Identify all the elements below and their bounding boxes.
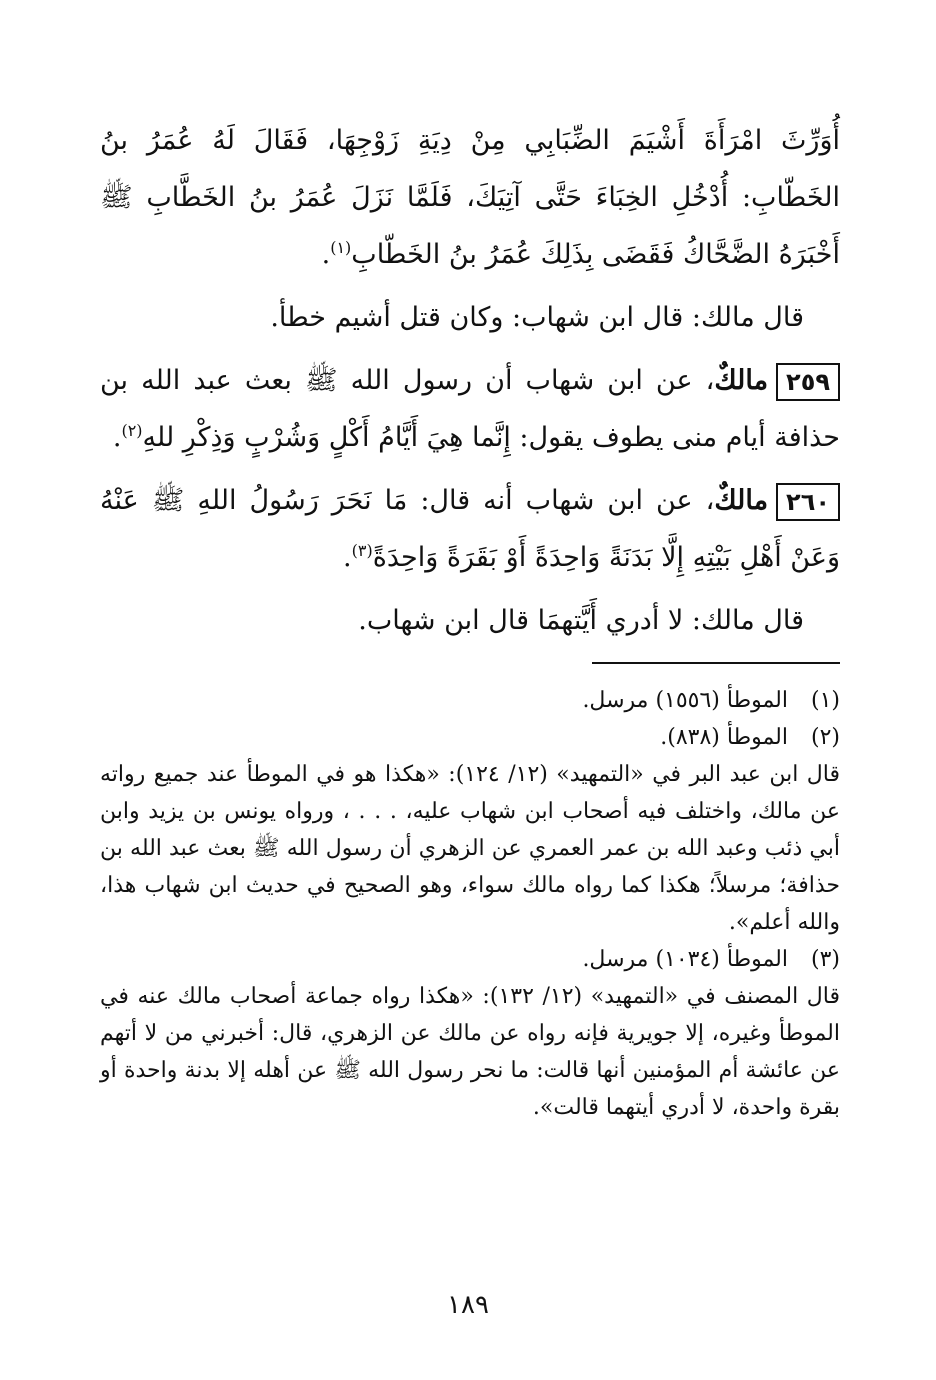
footnote-2-text: الموطأ (٨٣٨). [660, 725, 788, 750]
footnote-3 [100, 941, 840, 978]
main-text [100, 112, 840, 649]
footnote-1-text: الموطأ (١٥٥٦) مرسل. [582, 688, 788, 713]
hadith-number-260: ٢٦٠ [776, 483, 840, 521]
footnote-2 [100, 719, 840, 756]
paragraph-3: قال مالك: لا أدري أَيَّتهمَا قال ابن شهاب. [358, 605, 804, 636]
hadith-260-text: ، عن ابن شهاب أنه قال: مَا نَحَرَ رَسُولُ اللهِ ﷺ عَنْهُ وَعَنْ أَهْلِ بَيْتِهِ إِلَّا بَدَنَةً وَاحِدَةً أَوْ بَقَرَةً وَاحِدَةً [100, 485, 840, 573]
paragraph-1: أُوَرِّثَ امْرَأَةَ أَشْيَمَ الضِّبَابِي مِنْ دِيَةِ زَوْجِهَا، فَقَالَ لَهُ عُمَرُ بنُ الخَطّابِ: أُدْخُلِ الخِبَاءَ حَتَّى آتِيَكَ، فَلَمَّا نَزَلَ عُمَرُ بنُ الخَطَّابِ ﷺ أَخْبَرَهُ الضَّحَّاكُ فَقَضَى بِذَلِكَ عُمَرُ بنُ الخَطّابِ$^{(١)}$. [100, 125, 840, 270]
hadith-259-narrator: مالكٌ [714, 365, 769, 396]
hadith-259-text: ، عن ابن شهاب أن رسول الله ﷺ بعث عبد الله بن حذافة أيام منى يطوف يقول: إِنَّما هِيَ أَيَّامُ أَكْلٍ وَشُرْبٍ وَذِكْرِ للهِ [100, 365, 840, 453]
footnote-2-number: (٢) [810, 725, 840, 750]
hadith-number-259: ٢٥٩ [776, 363, 840, 401]
footnote-1-number: (١) [810, 688, 840, 713]
footnote-3-text: الموطأ (١٠٣٤) مرسل. [582, 947, 788, 972]
footnote-3-number: (٣) [810, 947, 840, 972]
paragraph-1-text: أُوَرِّثَ امْرَأَةَ أَشْيَمَ الضِّبَابِي مِنْ دِيَةِ زَوْجِهَا، فَقَالَ لَهُ عُمَرُ بنُ الخَطّابِ: أُدْخُلِ الخِبَاءَ حَتَّى آتِيَكَ، فَلَمَّا نَزَلَ عُمَرُ بنُ الخَطَّابِ ﷺ أَخْبَرَهُ الضَّحَّاكُ فَقَضَى بِذَلِكَ عُمَرُ بنُ الخَطّابِ [100, 125, 840, 270]
hadith-259: ٢٥٩مالكٌ، عن ابن شهاب أن رسول الله ﷺ بعث عبد الله بن حذافة أيام منى يطوف يقول: إِنَّما هِيَ أَيَّامُ أَكْلٍ وَشُرْبٍ وَذِكْرِ للهِ$^{(٢)}$. [100, 352, 840, 466]
footnote-ref-2[interactable]: (٢) [121, 421, 143, 440]
footnote-ref-1[interactable]: (١) [330, 238, 352, 257]
footnote-3-body: قال المصنف في «التمهيد» (١٢/ ١٣٢): «هكذا رواه جماعة أصحاب مالك عنه في الموطأ وغيره، إلا جويرية فإنه رواه عن مالك عن الزهري، قال: أخبرني من لا أتهم عن عائشة أم المؤمنين أنها قالت: ما نحر رسول الله ﷺ عن أهله إلا بدنة واحدة أو بقرة واحدة، لا أدري أيتهما قالت». [100, 984, 841, 1120]
footnote-1 [100, 682, 840, 719]
footnote-ref-3[interactable]: (٣) [351, 541, 373, 560]
footnote-2-body: قال ابن عبد البر في «التمهيد» (١٢/ ١٢٤): «هكذا هو في الموطأ عند جميع رواته عن مالك، واختلف فيه أصحاب ابن شهاب عليه، . . . ، ورواه يونس بن يزيد وابن أبي ذئب وعبد الله بن عمر العمري عن الزهري أن رسول الله ﷺ بعث عبد الله بن حذافة؛ مرسلاً؛ هكذا كما رواه مالك سواء، وهو الصحيح في حديث ابن شهاب هذا، والله أعلم». [100, 762, 840, 935]
paragraph-2: قال مالك: قال ابن شهاب: وكان قتل أشيم خطأ. [270, 302, 804, 333]
hadith-260-narrator: مالكٌ [714, 485, 769, 516]
hadith-260: ٢٦٠مالكٌ، عن ابن شهاب أنه قال: مَا نَحَرَ رَسُولُ اللهِ ﷺ عَنْهُ وَعَنْ أَهْلِ بَيْتِهِ إِلَّا بَدَنَةً وَاحِدَةً أَوْ بَقَرَةً وَاحِدَةً$^{(٣)}$. [100, 472, 840, 586]
page-number: ١٨٩ [447, 1290, 489, 1320]
footnotes [100, 682, 840, 1126]
footnote-separator [592, 662, 840, 664]
